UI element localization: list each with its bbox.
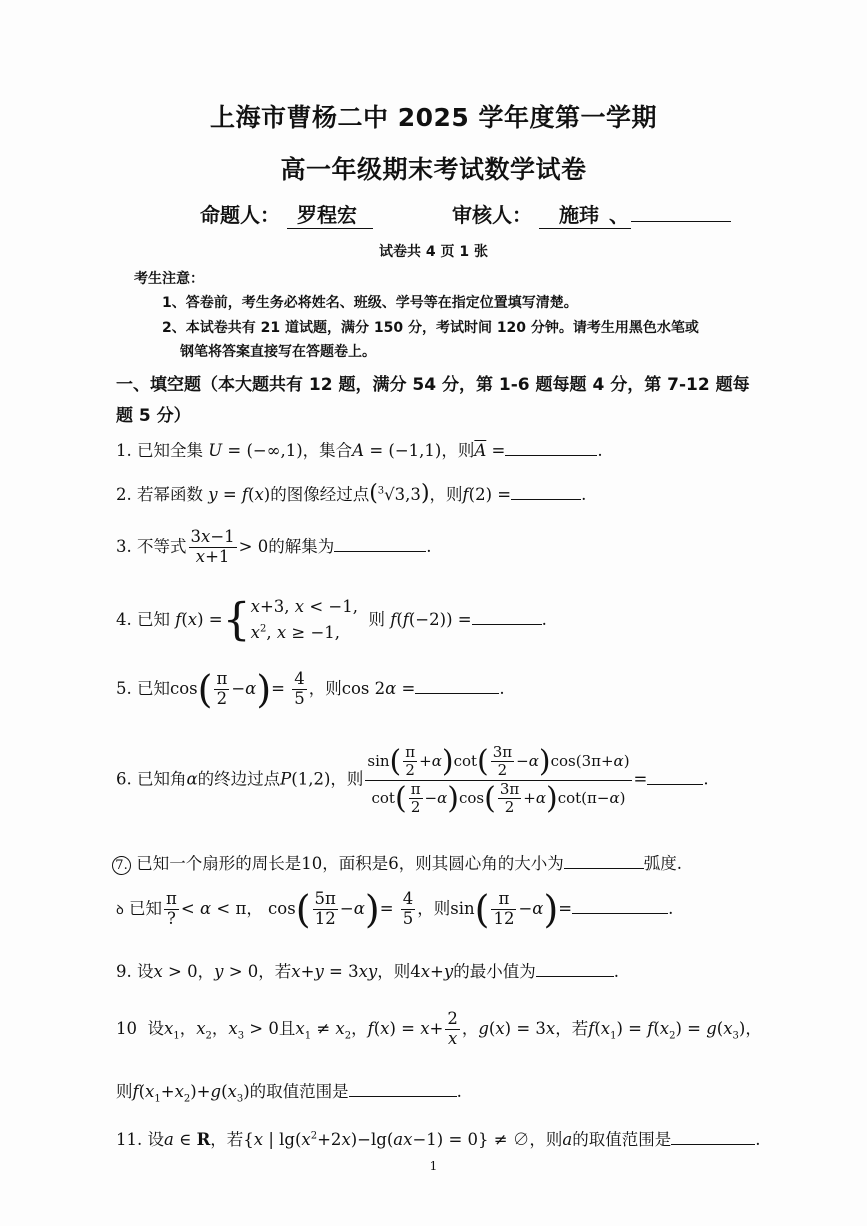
answer-blank <box>349 1080 457 1097</box>
question-text: 且 <box>278 1018 296 1038</box>
question-text: ，集合 <box>302 441 353 460</box>
question-text: 的取值范围是 <box>572 1130 672 1149</box>
question-number: 10 <box>116 1018 137 1038</box>
question-1: 1. 已知全集 U = (−∞,1)，集合A = (−1,1)，则$\overline{A}$ = . <box>116 441 603 460</box>
question-text: 不等式 <box>137 536 187 556</box>
answer-blank <box>572 897 668 914</box>
answer-blank <box>505 439 597 456</box>
question-10-line2: 则$f(x_1+x_2)+g(x_3)$的取值范围是 . <box>116 1082 462 1105</box>
question-text: 设 <box>137 962 154 981</box>
question-text: ，若 <box>555 1018 589 1038</box>
exam-title-line1: 上海市曹杨二中 2025 学年度第一学期 <box>210 103 657 132</box>
question-text: 已知全集 <box>137 441 203 460</box>
question-7: 7. 已知一个扇形的周长是10，面积是6，则其圆心角的大小为 弧度. <box>112 850 682 875</box>
answer-blank <box>671 1128 755 1145</box>
question-5: 5. 已知cos( $\frac{\pi}{2}$ −α)= $\frac{4}{5}$ ，则cos 2α = . <box>116 667 505 712</box>
question-text: 则 <box>368 609 385 629</box>
question-text: 的图像经过点 <box>270 485 370 504</box>
answer-blank <box>472 608 542 625</box>
question-text: ，若 <box>258 962 292 981</box>
reviewer-label: 审核人： <box>452 203 532 227</box>
author-label: 命题人： <box>200 203 280 227</box>
question-number: 3. <box>116 536 132 556</box>
question-text: ，则 <box>417 898 451 918</box>
answer-blank <box>511 483 581 500</box>
question-text: ，则 <box>441 441 475 460</box>
section1-heading-line2: 题 5 分） <box>116 406 191 426</box>
question-number: 4. <box>116 609 132 629</box>
question-text: 的取值范围是 <box>249 1082 349 1101</box>
question-3: 3. 不等式 $\frac{3x-1}{x+1}$ > 0的解集为 . <box>116 527 432 566</box>
answer-blank <box>415 677 499 694</box>
question-number: 6. <box>116 769 132 789</box>
question-number: 2. <box>116 485 132 504</box>
question-number: 5. <box>116 678 132 698</box>
question-text: 的终边过点 <box>197 769 281 789</box>
reviewer-separator: 、 <box>607 199 631 229</box>
question-text: ， <box>197 962 215 981</box>
question-text: 设 <box>147 1130 164 1149</box>
notice-heading: 考生注意： <box>134 271 204 287</box>
page-number: 1 <box>429 1159 438 1173</box>
reviewer2-blank <box>631 201 731 222</box>
question-text: 已知 <box>137 678 170 698</box>
question-number: 11. <box>116 1130 143 1149</box>
question-text: ，则 <box>377 962 411 981</box>
question-text: ，面积是 <box>322 854 389 873</box>
answer-blank <box>647 768 703 785</box>
question-text: 的最小值为 <box>453 962 536 981</box>
question-6: 6. 已知角α的终边过点P(1,2)，则 sin( $\frac{\pi}{2}$ +α)cot( $\frac{3\pi}{2}$ −α)cos(3π+α) cot( $\frac{\pi}{2}$ −α)cos( $\frac{3\pi}{2}$ +α)cot(π−α) = . <box>116 743 709 816</box>
question-number: 1. <box>116 441 132 460</box>
answer-blank <box>536 960 614 977</box>
notice-item-2-line2: 钢笔将答案直接写在答题卷上。 <box>180 344 376 360</box>
question-text: 则 <box>116 1082 133 1101</box>
notice-item-2-line1: 2、本试卷共有 21 道试题，满分 150 分，考试时间 120 分钟。请考生用黑色水笔或 <box>162 320 699 336</box>
question-2: 2. 若幂函数 y = f(x)的图像经过点($^3$√3,3)，则f(2) = . <box>116 481 587 506</box>
author-line <box>200 199 373 229</box>
question-text: 的解集为 <box>268 536 335 556</box>
question-text: 已知角 <box>137 769 187 789</box>
question-4: 4. 已知 f(x) ={x+3, x < −1, $x^2$, x ≥ −1, 则 f(f(−2)) = . <box>116 594 547 646</box>
answer-blank <box>334 535 426 552</box>
question-8: ꝺ 已知 $\frac{\pi}{?}$ < α < π， cos( $\frac{5\pi}{12}$ −α)= $\frac{4}{5}$ ，则sin( $\frac{\pi}{12}$ −α)= . <box>116 887 674 932</box>
pages-info: 试卷共 4 页 1 张 <box>379 244 488 260</box>
question-number: 9. <box>116 962 132 981</box>
reviewer-name: 施玮 <box>539 199 607 229</box>
question-text: ，则 <box>429 485 463 504</box>
question-text: 若幂函数 <box>137 485 203 504</box>
question-text: 已知 <box>129 898 163 918</box>
question-number: ꝺ <box>116 902 124 918</box>
question-text: ，则 <box>529 1130 563 1149</box>
question-9: 9. 设x > 0，y > 0，若x+y = 3xy，则4x+y的最小值为 . <box>116 962 619 981</box>
question-11: 11. 设a ∈ R，若{x | $\lg(x^2+2x)-\lg(ax-1) = 0$} ≠ ∅，则a的取值范围是 . <box>116 1130 761 1149</box>
question-text: 已知一个扇形的周长是 <box>136 854 302 873</box>
question-number: 7. <box>112 856 131 875</box>
question-text: ，则 <box>330 769 364 789</box>
exam-title-line2: 高一年级期末考试数学试卷 <box>280 155 587 184</box>
question-text: ， <box>246 898 263 918</box>
question-10: 10 设$x_1$，$x_2$，$x_3 > 0$且$x_1 \ne x_2$，f(x) = x+ $\frac{2}{x}$ ，g(x) = 3x，若$f(x_1) = f(x_2) = g(x_3)$， <box>116 1009 762 1048</box>
section1-heading-line1: 一、填空题（本大题共有 12 题，满分 54 分，第 1-6 题每题 4 分，第 7-12 题每 <box>116 375 750 395</box>
answer-blank <box>564 852 644 869</box>
question-text: ，则其圆心角的大小为 <box>398 854 564 873</box>
notice-item-1: 1、答卷前，考生务必将姓名、班级、学号等在指定位置填写清楚。 <box>162 295 578 311</box>
question-text: 已知 <box>137 609 170 629</box>
author-name: 罗程宏 <box>287 199 373 229</box>
question-text: ，若 <box>210 1130 244 1149</box>
question-text: 弧度. <box>643 854 682 873</box>
question-text: 设 <box>147 1018 164 1038</box>
reviewer-line <box>452 199 731 229</box>
question-text: ，则 <box>308 678 342 698</box>
